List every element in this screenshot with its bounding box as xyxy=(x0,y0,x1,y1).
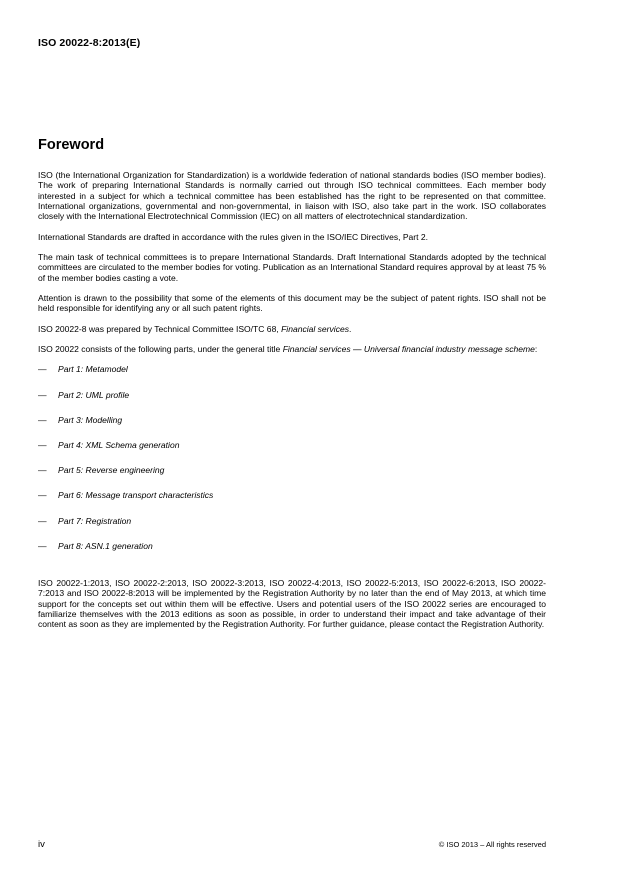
part-label: Part 8: ASN.1 generation xyxy=(58,540,153,551)
foreword-title: Foreword xyxy=(38,137,105,153)
document-id-header: ISO 20022-8:2013(E) xyxy=(38,37,141,49)
list-dash: — xyxy=(38,389,47,400)
part-label: Part 2: UML profile xyxy=(58,389,130,400)
paragraph-directives: International Standards are drafted in accordance with the rules given in the ISO/IEC Directives, Part 2. xyxy=(38,231,429,242)
list-item xyxy=(38,465,546,490)
page-number: iv xyxy=(38,839,45,850)
paragraph-parts-intro xyxy=(38,344,546,354)
parts-intro-end: : xyxy=(534,344,538,355)
paragraph-prepared-by xyxy=(38,324,546,334)
part-label: Part 1: Metamodel xyxy=(58,364,128,375)
part-label: Part 6: Message transport characteristics xyxy=(58,490,214,501)
list-dash: — xyxy=(38,465,47,476)
list-dash: — xyxy=(38,540,47,551)
list-dash: — xyxy=(38,364,47,375)
list-item xyxy=(38,490,546,515)
list-dash: — xyxy=(38,414,47,425)
paragraph-patent-rights: Attention is drawn to the possibility that some of the elements of this document may be the subject of patent rights. ISO shall not be held responsible for identifying any or all such patent rights. xyxy=(38,293,546,314)
prepared-by-text: ISO 20022-8 was prepared by Technical Committee ISO/TC 68, xyxy=(38,323,282,334)
list-dash: — xyxy=(38,515,47,526)
paragraph-technical-committees: The main task of technical committees is to prepare International Standards. Draft International Standards adopted by the technical committees are circulated to the member bodies for voting. Publication as an International Standard requires approval by at least 75 % of the member bodies casting a vote. xyxy=(38,252,546,283)
parts-intro-text: ISO 20022 consists of the following parts, under the general title xyxy=(38,344,283,355)
committee-title: Financial services xyxy=(281,323,350,334)
part-label: Part 5: Reverse engineering xyxy=(58,465,165,476)
list-item xyxy=(38,390,546,415)
list-item xyxy=(38,541,546,566)
part-label: Part 4: XML Schema generation xyxy=(58,440,180,451)
list-item xyxy=(38,364,546,389)
general-title: Financial services — Universal financial industry message scheme xyxy=(282,344,535,355)
paragraph-implementation: ISO 20022-1:2013, ISO 20022-2:2013, ISO 20022-3:2013, ISO 20022-4:2013, ISO 20022-5:2013, ISO 20022-6:2013, ISO 20022-7:2013 and ISO 20022-8:2013 will be implemented by the Registration Authority by no later than the end of May 2013, at which time support for the concepts set out within them will be effective. Users and potential users of the ISO 20022 series are encouraged to familiarize themselves with the 2013 editions as soon as possible, in order to understand their impact and take advantage of their content as soon as they are implemented by the Registration Authority. For further guidance, please contact the Registration Authority. xyxy=(38,577,546,630)
list-item xyxy=(38,516,546,541)
list-dash: — xyxy=(38,490,47,501)
foreword-body xyxy=(38,170,546,630)
copyright-notice: © ISO 2013 – All rights reserved xyxy=(438,840,546,849)
paragraph-iso-organization: ISO (the International Organization for Standardization) is a worldwide federation of national standards bodies (ISO member bodies). The work of preparing International Standards is normally carried out through ISO technical committees. Each member body interested in a subject for which a technical committee has been established has the right to be represented on that committee. International organizations, governmental and non-governmental, in liaison with ISO, also take part in the work. ISO collaborates closely with the International Electrotechnical Commission (IEC) on all matters of electrotechnical standardization. xyxy=(38,170,546,222)
prepared-by-end: . xyxy=(349,323,352,334)
parts-list xyxy=(38,364,546,566)
list-item xyxy=(38,440,546,465)
part-label: Part 3: Modelling xyxy=(58,414,123,425)
list-item xyxy=(38,415,546,440)
part-label: Part 7: Registration xyxy=(58,515,132,526)
list-dash: — xyxy=(38,440,47,451)
